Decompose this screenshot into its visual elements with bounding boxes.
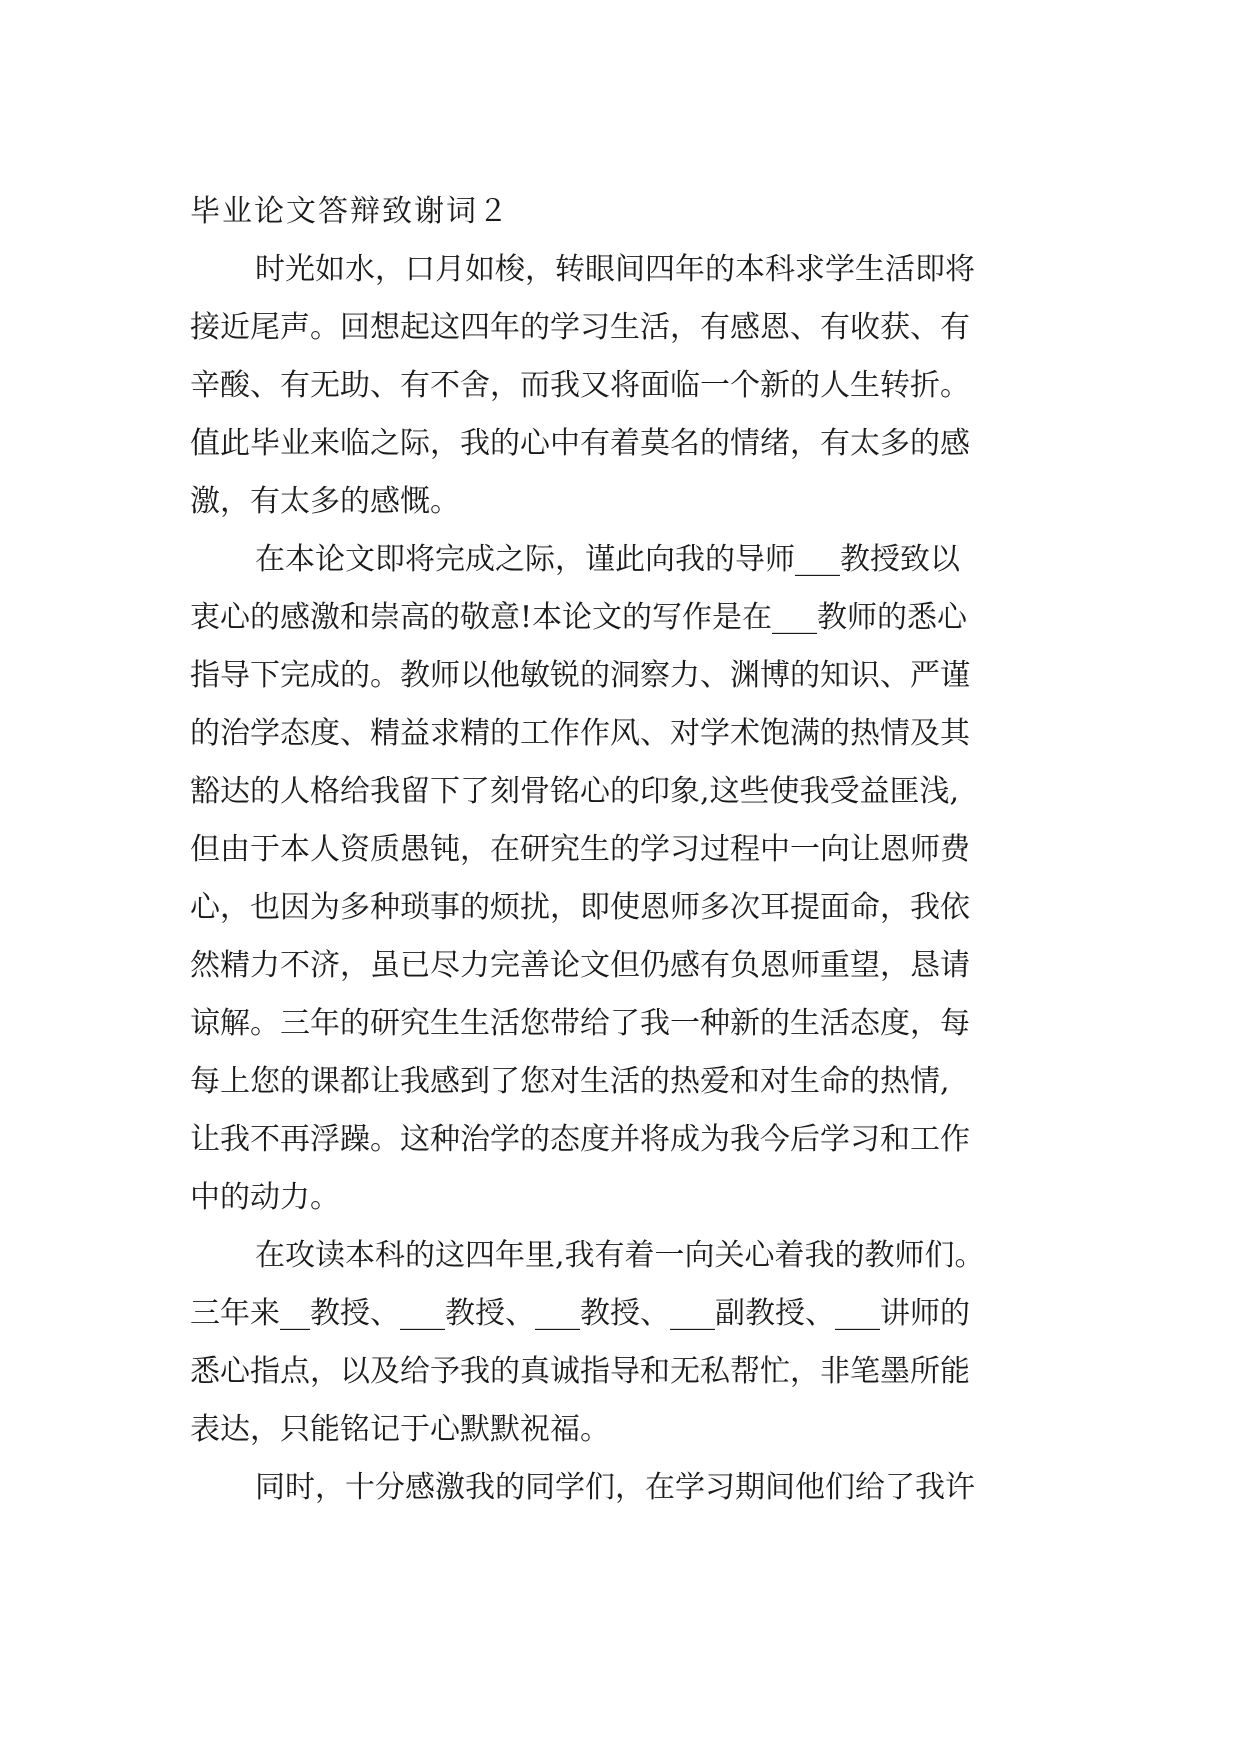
paragraph-2-line-8: 然精力不济，虽已尽力完善论文但仍感有负恩师重望，恳请 (190, 948, 970, 983)
document-title: 毕业论文答辩致谢词２ (190, 194, 510, 229)
paragraph-2-line-5: 豁达的人格给我留下了刻骨铭心的印象,这些使我受益匪浅, (190, 774, 960, 809)
paragraph-2-line-12: 中的动力。 (190, 1180, 340, 1215)
paragraph-2-line-3: 指导下完成的。教师以他敏锐的洞察力、渊博的知识、严谨 (190, 658, 970, 693)
paragraph-2-line-10: 每上您的课都让我感到了您对生活的热爱和对生命的热情, (190, 1064, 950, 1099)
paragraph-1-line-3: 辛酸、有无助、有不舍，而我又将面临一个新的人生转折。 (190, 368, 970, 403)
paragraph-1-line-1: 时光如水，口月如梭，转眼间四年的本科求学生活即将 (255, 252, 975, 287)
paragraph-2-line-1: 在本论文即将完成之际，谨此向我的导师___教授致以 (255, 542, 960, 577)
paragraph-2-line-7: 心，也因为多种琐事的烦扰，即使恩师多次耳提面命，我依 (190, 890, 970, 925)
paragraph-1-line-2: 接近尾声。回想起这四年的学习生活，有感恩、有收获、有 (190, 310, 970, 345)
paragraph-3-line-2: 三年来__教授、___教授、___教授、___副教授、___讲师的 (190, 1296, 970, 1331)
paragraph-3-line-3: 悉心指点，以及给予我的真诚指导和无私帮忙，非笔墨所能 (190, 1354, 970, 1389)
paragraph-2-line-9: 谅解。三年的研究生生活您带给了我一种新的生活态度，每 (190, 1006, 970, 1041)
paragraph-1-line-4: 值此毕业来临之际，我的心中有着莫名的情绪，有太多的感 (190, 426, 970, 461)
paragraph-4-line-1: 同时，十分感激我的同学们，在学习期间他们给了我许 (255, 1470, 975, 1505)
paragraph-2-line-11: 让我不再浮躁。这种治学的态度并将成为我今后学习和工作 (190, 1122, 970, 1157)
paragraph-2-line-2: 衷心的感激和崇高的敬意!本论文的写作是在___教师的悉心 (190, 600, 968, 635)
paragraph-1-line-5: 激，有太多的感慨。 (190, 484, 460, 519)
paragraph-3-line-1: 在攻读本科的这四年里,我有着一向关心着我的教师们。 (255, 1238, 985, 1273)
paragraph-2-line-4: 的治学态度、精益求精的工作作风、对学术饱满的热情及其 (190, 716, 970, 751)
paragraph-3-line-4: 表达，只能铭记于心默默祝福。 (190, 1412, 610, 1447)
paragraph-2-line-6: 但由于本人资质愚钝，在研究生的学习过程中一向让恩师费 (190, 832, 970, 867)
